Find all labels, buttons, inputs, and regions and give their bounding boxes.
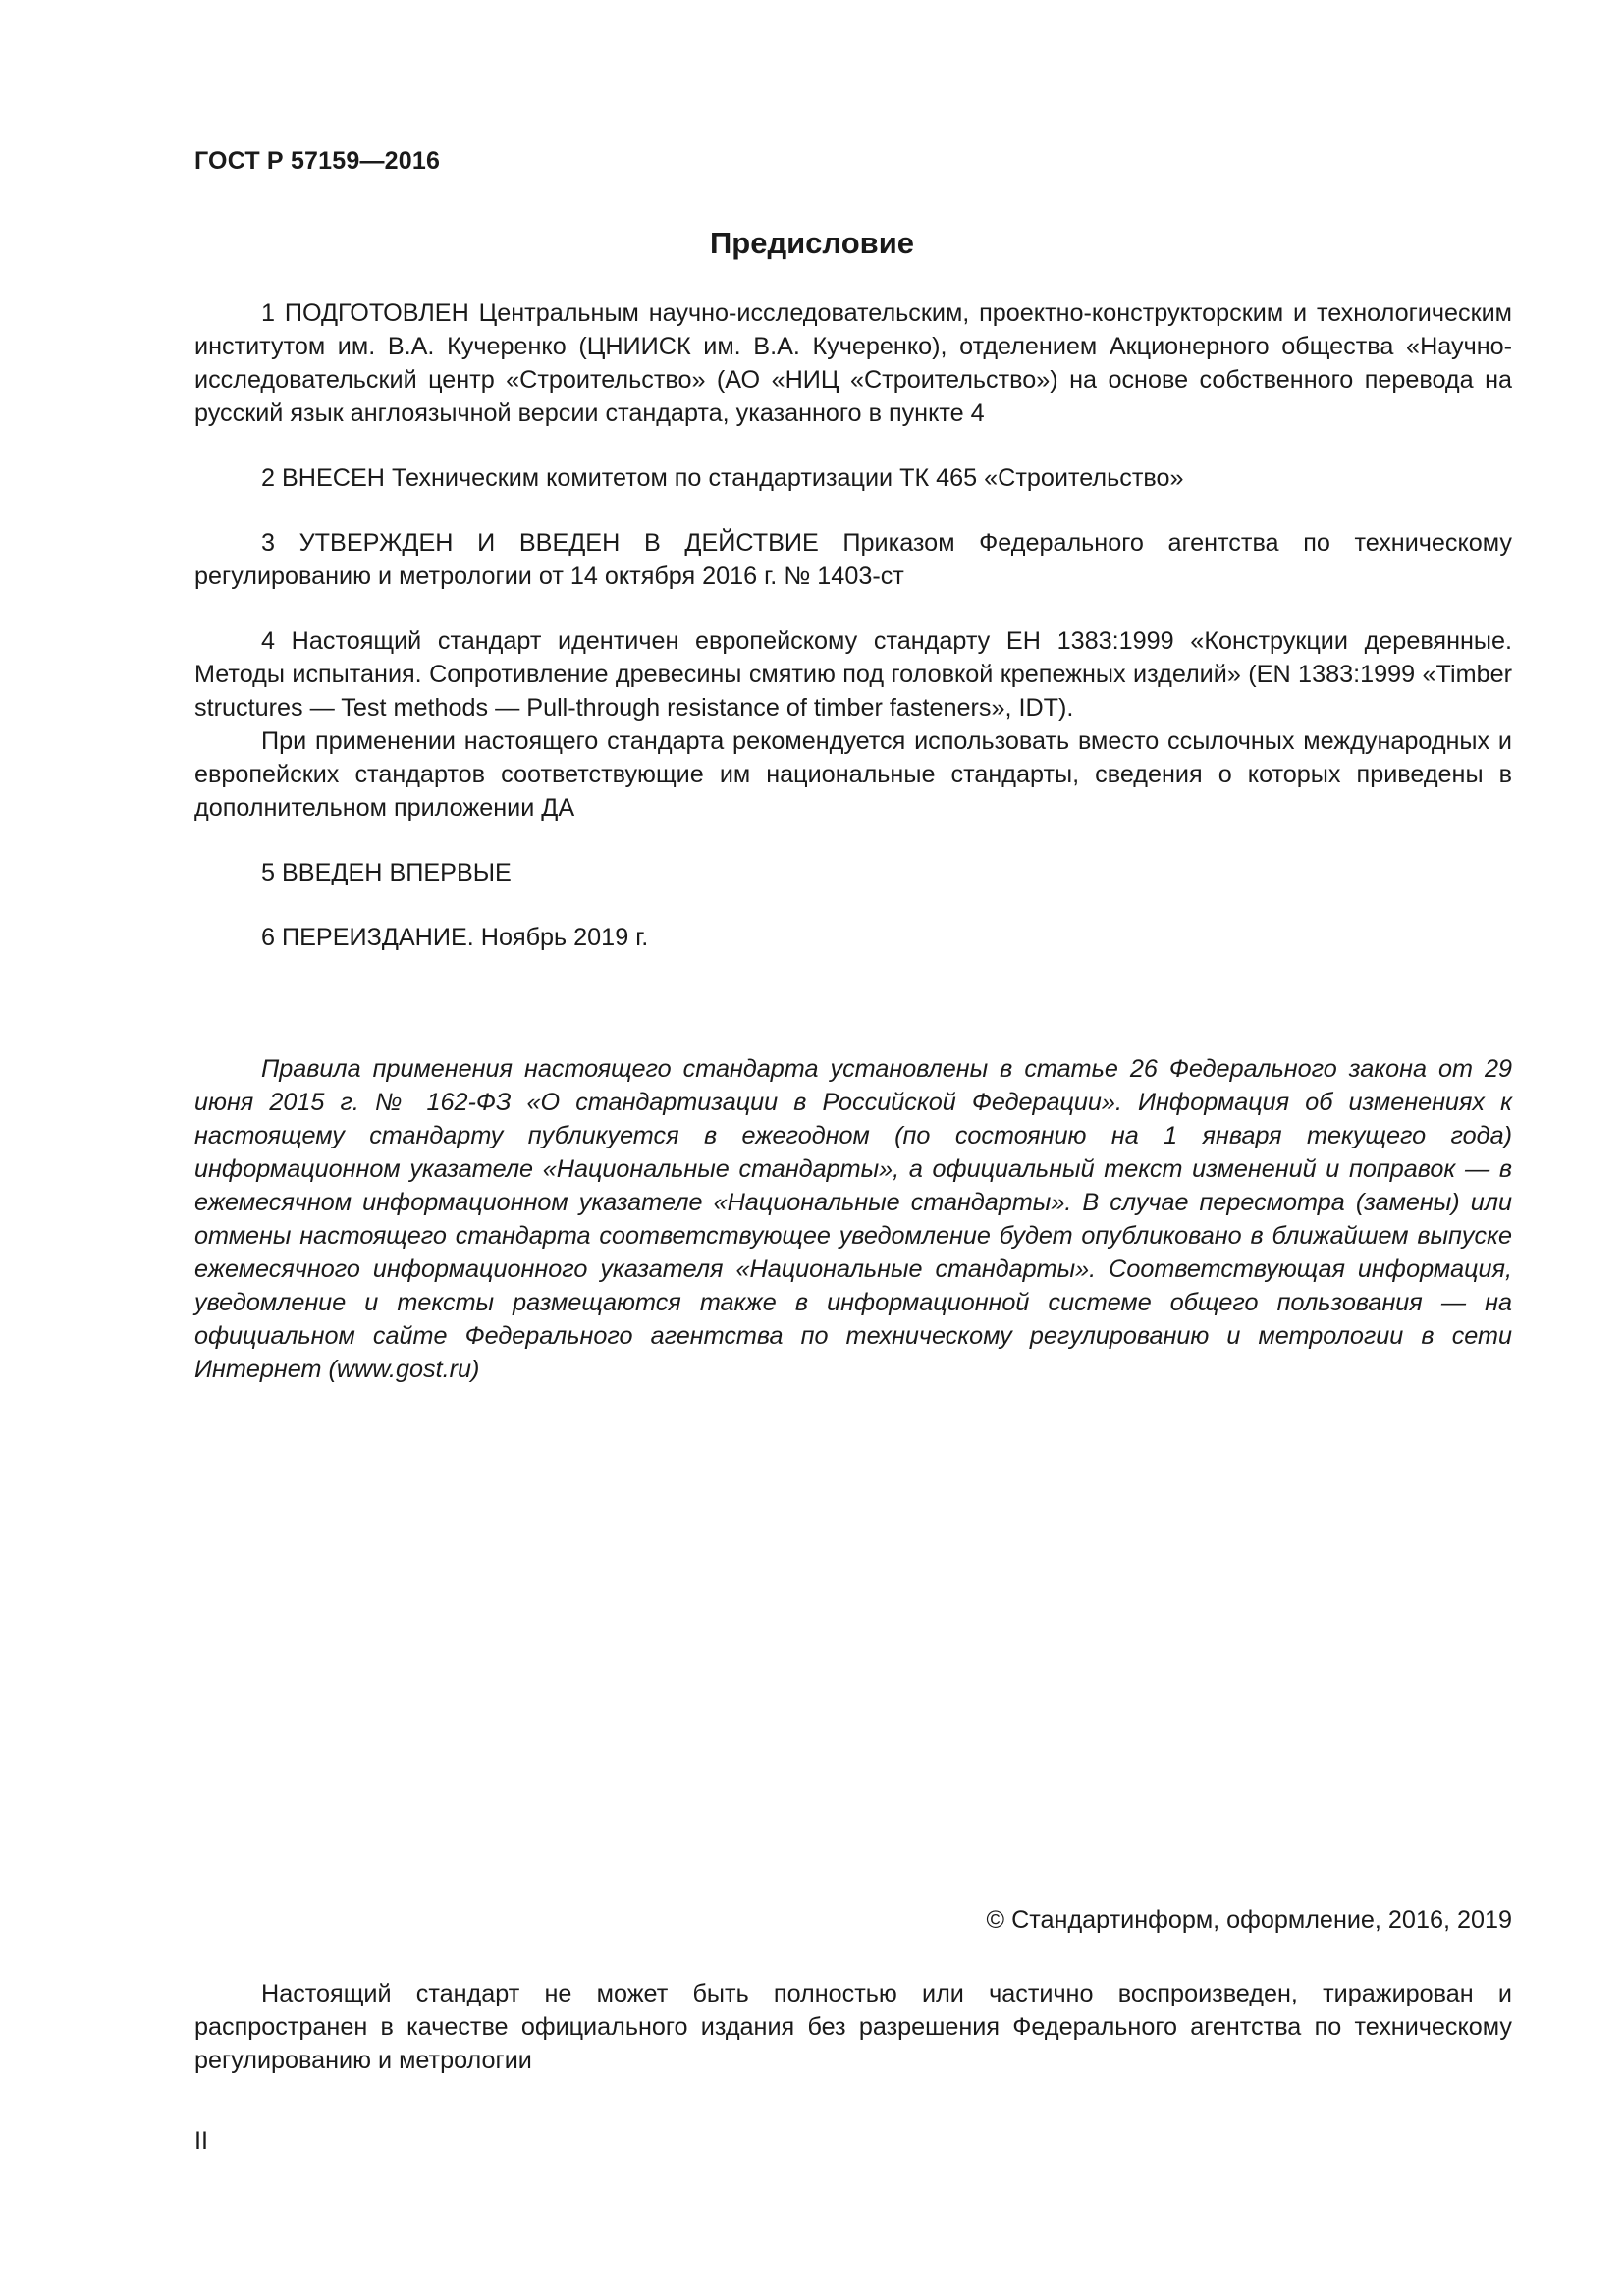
document-code: ГОСТ Р 57159—2016 [194,147,441,175]
preface-item-4: 4 Настоящий стандарт идентичен европейскому стандарту ЕН 1383:1999 «Конструкции деревянные. Методы испытания. Сопротивление древесины смятию под головкой крепежных изделий» (EN 1383:1999 «Timber structures — Test methods — Pull-through resistance of timber fasteners», IDT). [194,627,1512,721]
preface-item-6: 6 ПЕРЕИЗДАНИЕ. Ноябрь 2019 г. [261,924,649,951]
preface-block [194,296,1512,954]
section-title: Предисловие [709,226,914,260]
preface-item-5: 5 ВВЕДЕН ВПЕРВЫЕ [261,859,512,886]
preface-item-2: 2 ВНЕСЕН Техническим комитетом по стандартизации ТК 465 «Строительство» [261,464,1184,492]
copyright-line: © Стандартинформ, оформление, 2016, 2019 [986,1906,1512,1934]
preface-item-4-note: При применении настоящего стандарта рекомендуется использовать вместо ссылочных международных и европейских стандартов соответствующие им национальные стандарты, сведения о которых приведены в дополнительном приложении ДА [194,727,1512,822]
legal-notice [194,1052,1512,1386]
preface-item-1: 1 ПОДГОТОВЛЕН Центральным научно-исследовательским, проектно-конструкторским и технологическим институтом им. В.А. Кучеренко (ЦНИИСК им. В.А. Кучеренко), отделением Акционерного общества «Научно-исследовательский центр «Строительство» (АО «НИЦ «Строительство») на основе собственного перевода на русский язык англоязычной версии стандарта, указанного в пункте 4 [194,299,1512,427]
rights-notice-text: Настоящий стандарт не может быть полностью или частично воспроизведен, тиражирован и распространен в качестве официального издания без разрешения Федерального агентства по техническому регулированию и метрологии [194,1980,1512,2074]
rights-notice [194,1977,1512,2077]
legal-notice-text: Правила применения настоящего стандарта установлены в статье 26 Федерального закона от 29 июня 2015 г. № 162-ФЗ «О стандартизации в Российской Федерации». Информация об изменениях к настоящему стандарту публикуется в ежегодном (по состоянию на 1 января текущего года) информационном указателе «Национальные стандарты», а официальный текст изменений и поправок — в ежемесячном информационном указателе «Национальные стандарты». В случае пересмотра (замены) или отмены настоящего стандарта соответствующее уведомление будет опубликовано в ближайшем выпуске ежемесячного информационного указателя «Национальные стандарты». Соответствующая информация, уведомление и тексты размещаются также в информационной системе общего пользования — на официальном сайте Федерального агентства по техническому регулированию и метрологии в сети Интернет (www.gost.ru) [194,1055,1512,1383]
page-number: II [194,2127,208,2155]
preface-item-3: 3 УТВЕРЖДЕН И ВВЕДЕН В ДЕЙСТВИЕ Приказом Федерального агентства по техническому регулированию и метрологии от 14 октября 2016 г. № 1403-ст [194,529,1512,590]
